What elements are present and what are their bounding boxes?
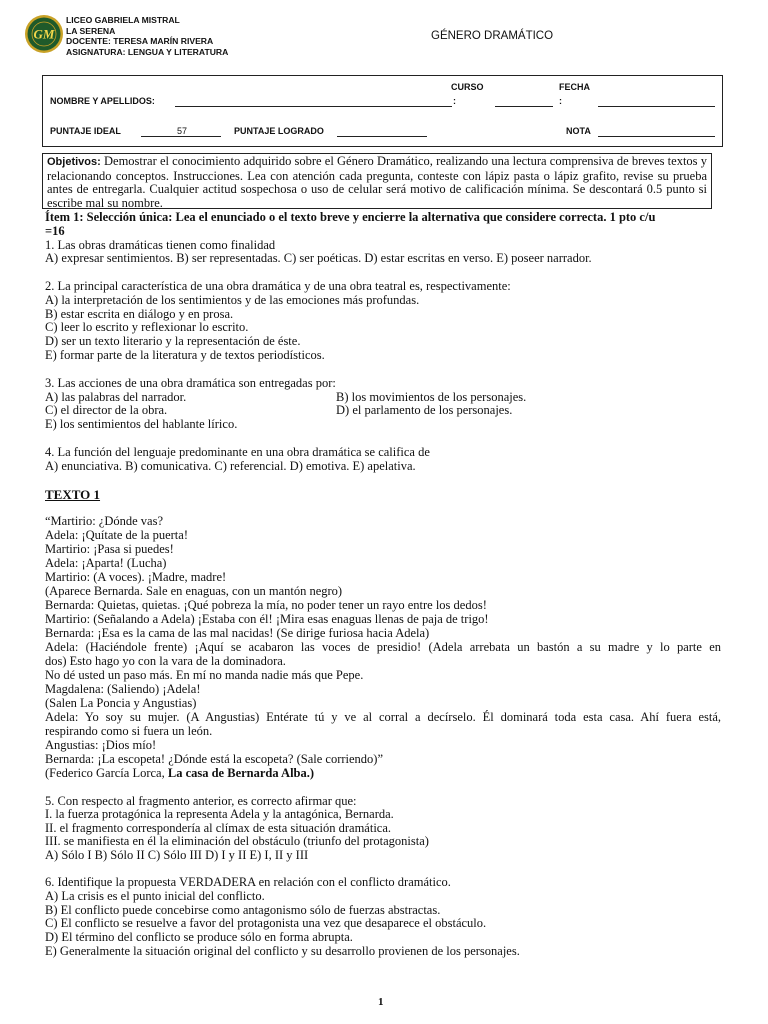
dialogue-line: Martirio: (A voces). ¡Madre, madre!: [45, 570, 227, 584]
dialogue-line: No dé usted un paso más. En mí no manda nadie más que Pepe.: [45, 668, 364, 682]
puntaje-ideal-label: PUNTAJE IDEAL: [50, 126, 121, 136]
subject-name: ASIGNATURA: LENGUA Y LITERATURA: [66, 46, 229, 57]
dialogue-line: Bernarda: Quietas, quietas. ¡Qué pobreza la mía, no poder tener un rayo entre los dedos!: [45, 598, 487, 612]
citation: [45, 767, 314, 781]
item1-heading-cont: =16: [45, 224, 65, 238]
stage-direction: (Salen La Poncia y Angustias): [45, 696, 197, 710]
q5-statement-1: I. la fuerza protagónica la representa Adela y la antagónica, Bernarda.: [45, 807, 394, 821]
objectives-box: [42, 153, 712, 209]
curso-colon: :: [453, 96, 456, 106]
q3-option-c: C) el director de la obra.: [45, 403, 168, 417]
puntaje-logrado-field[interactable]: [337, 136, 427, 137]
curso-label: CURSO: [451, 82, 484, 92]
dialogue-line: “Martirio: ¿Dónde vas?: [45, 514, 164, 528]
q2-option-b: B) estar escrita en diálogo y en prosa.: [45, 307, 234, 321]
dialogue-line-cont: dos) Esto hago yo con la vara de la dominadora.: [45, 654, 286, 668]
q5-statement-2: II. el fragmento correspondería al clímax de esta situación dramática.: [45, 821, 392, 835]
q6-option-a: A) La crisis es el punto inicial del conflicto.: [45, 889, 265, 903]
school-city: LA SERENA: [66, 25, 116, 36]
q6-option-e: E) Generalmente la situación original del conflicto y su desarrollo provienen de los personajes.: [45, 944, 520, 958]
item1-heading: Ítem 1: Selección única: Lea el enunciado o el texto breve y encierre la alternativa que considere correcta. 1 pto c/u: [45, 210, 656, 224]
school-name: LICEO GABRIELA MISTRAL: [66, 15, 180, 25]
q3-option-b: B) los movimientos de los personajes.: [336, 390, 527, 404]
q1-stem: 1. Las obras dramáticas tienen como finalidad: [45, 238, 276, 252]
q6-option-b: B) El conflicto puede concebirse como antagonismo sólo de fuerzas abstractas.: [45, 903, 441, 917]
page-number: 1: [378, 996, 384, 1008]
puntaje-ideal-value: 57: [177, 126, 188, 136]
name-field[interactable]: [175, 106, 452, 107]
curso-field[interactable]: [495, 106, 553, 107]
q4-options: A) enunciativa. B) comunicativa. C) referencial. D) emotiva. E) apelativa.: [45, 459, 416, 473]
dialogue-line: Martirio: ¡Pasa si puedes!: [45, 542, 174, 556]
dialogue-line-cont: respirando como si fuera un león.: [45, 724, 213, 738]
q5-statement-3: III. se manifiesta en él la eliminación del obstáculo (triunfo del protagonista): [45, 834, 429, 848]
q3-option-a: A) las palabras del narrador.: [45, 390, 187, 404]
objectives-text: Demostrar el conocimiento adquirido sobre el Género Dramático, realizando una lectura comprensiva de breves textos y relacionando conceptos. Instrucciones. Lea con atención cada pregunta, conteste con lápiz pasta o lápiz grafito, revise su prueba antes de entregarla. Cualquier actitud sospechosa o uso de celular será motivo de calificación mínima. Se descontará 0.5 punto si escribe mal su nombre.: [47, 154, 707, 210]
citation-author: (Federico García Lorca,: [45, 766, 168, 780]
q2-option-d: D) ser un texto literario y la representación de éste.: [45, 334, 301, 348]
nota-label: NOTA: [566, 126, 591, 136]
dialogue-line: Angustias: ¡Dios mío!: [45, 738, 157, 752]
name-label: NOMBRE Y APELLIDOS:: [50, 96, 155, 106]
stage-direction: (Aparece Bernarda. Sale en enaguas, con un mantón negro): [45, 584, 343, 598]
fecha-label: FECHA: [559, 82, 590, 92]
school-info: [66, 15, 228, 57]
q3-option-d: D) el parlamento de los personajes.: [336, 403, 513, 417]
q2-option-a: A) la interpretación de los sentimientos y de las emociones más profundas.: [45, 293, 420, 307]
q2-stem: 2. La principal característica de una obra dramática y de una obra teatral es, respectivamente:: [45, 279, 511, 293]
q5-options: A) Sólo I B) Sólo II C) Sólo III D) I y II E) I, II y III: [45, 848, 309, 862]
q4-stem: 4. La función del lenguaje predominante en una obra dramática se califica de: [45, 445, 430, 459]
q2-option-c: C) leer lo escrito y reflexionar lo escrito.: [45, 320, 249, 334]
texto1-heading: TEXTO 1: [45, 487, 101, 502]
citation-work: La casa de Bernarda Alba.): [167, 766, 315, 780]
q5-stem: 5. Con respecto al fragmento anterior, es correcto afirmar que:: [45, 794, 357, 808]
q6-option-c: C) El conflicto se resuelve a favor del protagonista una vez que desaparece el obstáculo.: [45, 916, 487, 930]
dialogue-line: Adela: ¡Aparta! (Lucha): [45, 556, 167, 570]
teacher-name: DOCENTE: TERESA MARÍN RIVERA: [66, 36, 214, 47]
q1-options: A) expresar sentimientos. B) ser representadas. C) ser poéticas. D) estar escritas en verso. E) poseer narrador.: [45, 251, 592, 265]
student-info-box: [42, 75, 723, 147]
dialogue-line: Martirio: (Señalando a Adela) ¡Estaba con él! ¡Mira esas enaguas llenas de paja de trigo!: [45, 612, 489, 626]
school-logo: [24, 14, 64, 54]
q6-option-d: D) El término del conflicto se produce sólo en forma abrupta.: [45, 930, 353, 944]
dialogue-line: Bernarda: ¡La escopeta! ¿Dónde está la escopeta? (Sale corriendo)”: [45, 752, 384, 766]
logo-monogram: GM: [33, 26, 55, 42]
q6-stem: 6. Identifique la propuesta VERDADERA en relación con el conflicto dramático.: [45, 875, 451, 889]
puntaje-logrado-label: PUNTAJE LOGRADO: [234, 126, 324, 136]
dialogue-line: Adela: ¡Quítate de la puerta!: [45, 528, 188, 542]
q3-stem: 3. Las acciones de una obra dramática son entregadas por:: [45, 376, 336, 390]
fecha-colon: :: [559, 96, 562, 106]
q2-option-e: E) formar parte de la literatura y de textos periodísticos.: [45, 348, 325, 362]
dialogue-line: Adela: (Haciéndole frente) ¡Aquí se acabaron las voces de presidio! (Adela arrebata un bastón a su madre y lo parte en: [45, 640, 721, 654]
objectives-label: Objetivos:: [47, 156, 101, 168]
nota-field[interactable]: [598, 136, 715, 137]
page-title: GÉNERO DRAMÁTICO: [431, 30, 554, 42]
fecha-field[interactable]: [598, 106, 715, 107]
q3-option-e: E) los sentimientos del hablante lírico.: [45, 417, 238, 431]
dialogue-line: Magdalena: (Saliendo) ¡Adela!: [45, 682, 201, 696]
dialogue-line: Bernarda: ¡Esa es la cama de las mal nacidas! (Se dirige furiosa hacia Adela): [45, 626, 430, 640]
dialogue-line: Adela: Yo soy su mujer. (A Angustias) Entérate tú y ve al corral a decírselo. Él dominará toda esta casa. Ahí fuera está,: [45, 710, 721, 724]
